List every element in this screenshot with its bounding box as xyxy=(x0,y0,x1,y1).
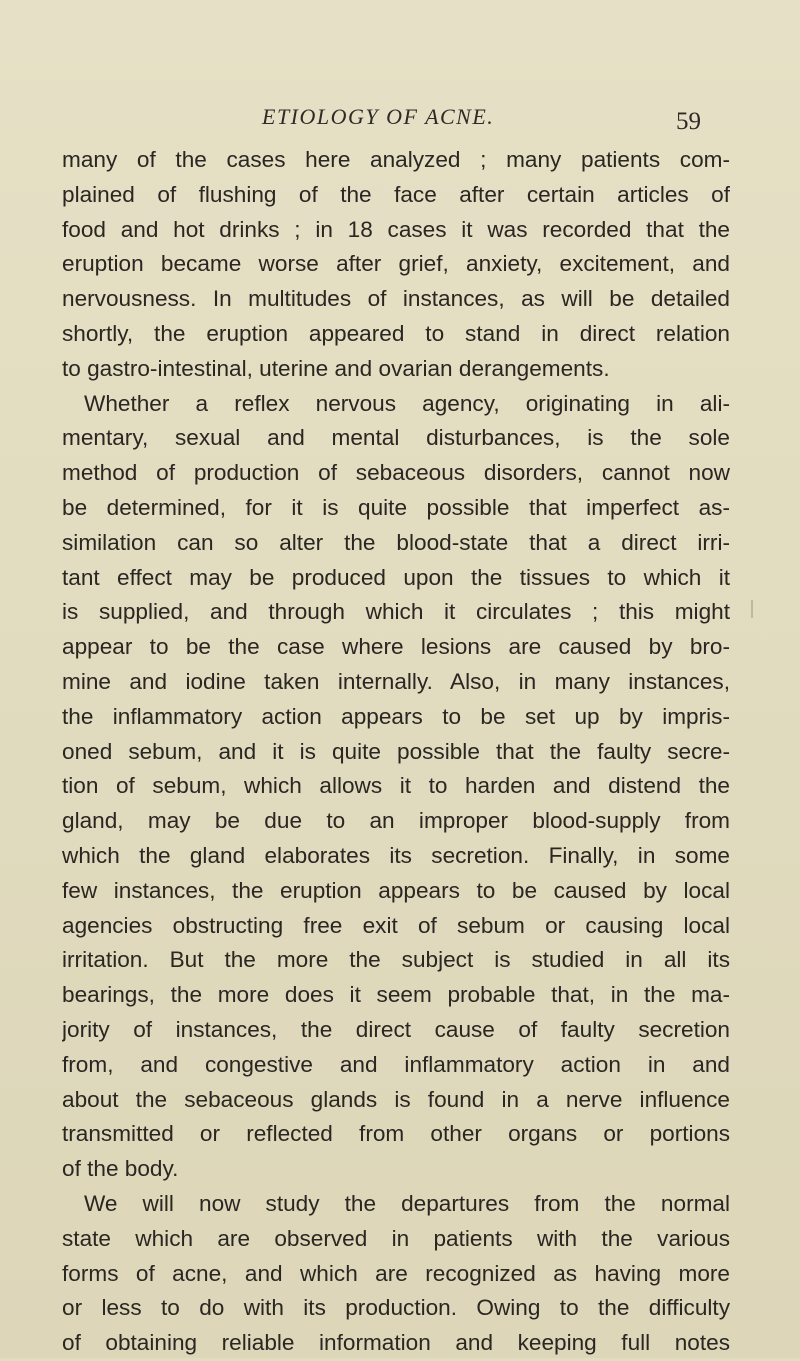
text-line: gland, may be due to an improper blood-supply from xyxy=(62,808,730,834)
text-line: mine and iodine taken internally. Also, in many instances, xyxy=(62,668,730,694)
text-line: plained of flushing of the face after certain articles of xyxy=(62,181,730,207)
text-line: state which are observed in patients with the various xyxy=(62,1225,730,1251)
text-line: bearings, the more does it seem probable that, in the ma- xyxy=(62,982,730,1008)
text-line: oned sebum, and it is quite possible that the faulty secre- xyxy=(62,738,730,764)
running-head xyxy=(0,104,800,138)
text-line: of the body. xyxy=(62,1156,179,1182)
text-line: or less to do with its production. Owing to the difficulty xyxy=(62,1295,730,1321)
text-line: of obtaining reliable information and keeping full notes xyxy=(62,1330,730,1356)
text-line: tion of sebum, which allows it to harden and distend the xyxy=(62,773,730,799)
body-text xyxy=(62,143,730,1361)
text-line: which the gland elaborates its secretion. Finally, in some xyxy=(62,842,730,868)
text-line: transmitted or reflected from other organs or portions xyxy=(62,1121,730,1147)
text-line: similation can so alter the blood-state that a direct irri- xyxy=(62,529,730,555)
text-line: about the sebaceous glands is found in a nerve influence xyxy=(62,1086,730,1112)
text-line: method of production of sebaceous disorders, cannot now xyxy=(62,460,730,486)
text-line: to gastro-intestinal, uterine and ovarian derangements. xyxy=(62,355,610,381)
text-line: jority of instances, the direct cause of faulty secretion xyxy=(62,1016,730,1042)
text-line: nervousness. In multitudes of instances, as will be detailed xyxy=(62,286,730,312)
text-line: Whether a reflex nervous agency, originating in ali- xyxy=(84,390,730,416)
text-line: shortly, the eruption appeared to stand in direct relation xyxy=(62,320,730,346)
text-line: the inflammatory action appears to be set up by impris- xyxy=(62,703,730,729)
text-line: mentary, sexual and mental disturbances, is the sole xyxy=(62,425,730,451)
text-line: be determined, for it is quite possible that imperfect as- xyxy=(62,494,730,520)
text-line: is supplied, and through which it circulates ; this might xyxy=(62,599,730,625)
text-line: few instances, the eruption appears to be caused by local xyxy=(62,877,730,903)
text-line: tant effect may be produced upon the tissues to which it xyxy=(62,564,730,590)
text-line: eruption became worse after grief, anxiety, excitement, and xyxy=(62,251,730,277)
text-line: many of the cases here analyzed ; many patients com- xyxy=(62,147,730,172)
text-line: from, and congestive and inflammatory action in and xyxy=(62,1051,730,1077)
running-head-title: ETIOLOGY OF ACNE. xyxy=(262,104,495,129)
text-line: We will now study the departures from the normal xyxy=(84,1190,730,1216)
text-line: forms of acne, and which are recognized as having more xyxy=(62,1260,730,1286)
text-line: agencies obstructing free exit of sebum or causing local xyxy=(62,912,730,938)
text-line: irritation. But the more the subject is studied in all its xyxy=(62,947,730,973)
text-line: appear to be the case where lesions are caused by bro- xyxy=(62,634,730,660)
page-number: 59 xyxy=(676,108,701,135)
margin-mark xyxy=(751,600,753,618)
text-line: food and hot drinks ; in 18 cases it was recorded that the xyxy=(62,216,730,242)
